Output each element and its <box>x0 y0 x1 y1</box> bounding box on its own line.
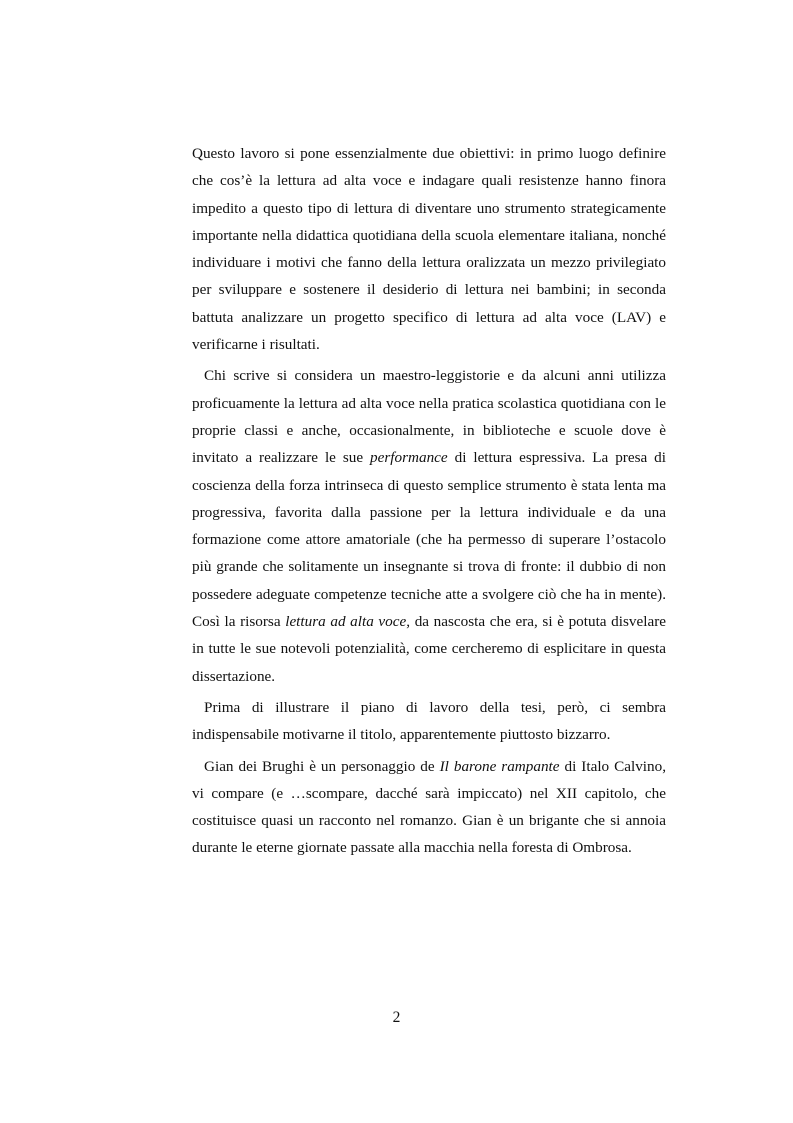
text-segment: Gian dei Brughi è un personaggio de <box>204 757 440 775</box>
text-segment: , da nascosta che era, si è potuta disvelare in tutte le sue notevoli potenzialità, come cercheremo di esplicitare in questa dissertazione. <box>192 613 666 685</box>
paragraph-author-experience <box>192 362 666 690</box>
italic-term: lettura ad alta voce <box>285 613 407 631</box>
paragraph-title-motivation <box>192 694 666 749</box>
text-segment: Prima di illustrare il piano di lavoro della tesi, però, ci sembra indispensabile motivarne il titolo, apparentemente piuttosto bizzarro. <box>192 698 666 744</box>
paragraph-gian-dei-brughi <box>192 753 666 862</box>
text-segment: Questo lavoro si pone essenzialmente due obiettivi: in primo luogo definire che cos’è la lettura ad alta voce e indagare quali resistenze hanno finora impedito a questo tipo di lettura di diventare uno strumento strategicamente importante nella didattica quotidiana della scuola elementare italiana, nonché individuare i motivi che fanno della lettura oralizzata un mezzo privilegiato per sviluppare e sostenere il desiderio di lettura nei bambini; in seconda battuta analizzare un progetto specifico di lettura ad alta voce (LAV) e verificarne i risultati. <box>192 145 666 354</box>
page-number: 2 <box>392 1009 401 1026</box>
text-segment: di lettura espressiva. La presa di coscienza della forza intrinseca di questo semplice strumento è stata lenta ma progressiva, favorita dalla passione per la lettura individuale e da una formazione come attore amatoriale (che ha permesso di superare l’ostacolo più grande che solitamente un insegnante si trova di fronte: il dubbio di non possedere adeguate competenze tecniche atte a svolgere ciò che ha in mente). Così la risorsa <box>192 449 666 631</box>
italic-term: performance <box>370 449 448 467</box>
text-segment: Chi scrive si considera un maestro-leggistorie e da alcuni anni utilizza proficuamente la lettura ad alta voce nella pratica scolastica quotidiana con le proprie classi e anche, occasionalmente, in biblioteche e scuole dove è invitato a realizzare le sue <box>192 367 666 467</box>
document-body <box>192 140 666 866</box>
paragraph-objectives <box>192 140 666 358</box>
italic-book-title: Il barone rampante <box>439 757 560 775</box>
text-segment: di Italo Calvino, vi compare (e …scompare, dacché sarà impiccato) nel XII capitolo, che costituisce quasi un racconto nel romanzo. Gian è un brigante che si annoia durante le eterne giornate passate alla macchia nella foresta di Ombrosa. <box>192 757 666 857</box>
